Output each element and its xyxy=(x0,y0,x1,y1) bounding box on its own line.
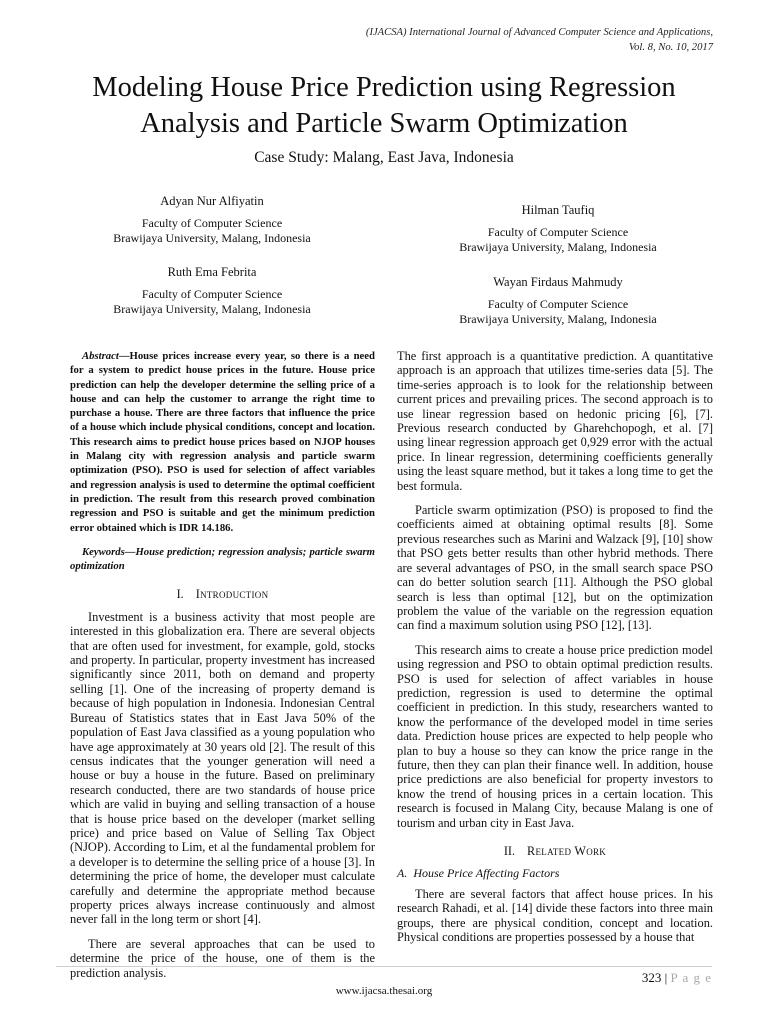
author-block-3 xyxy=(428,202,688,255)
author-name: Hilman Taufiq xyxy=(521,203,595,217)
paragraph: Investment is a business activity that most people are interested in this globalization era. There are several objects that are often used for investment, for example, gold, stocks and property. In particular, property investment has increased significantly since 2011, both on demand and property selling [1]. One of the increasing of property demand is because of high population in Indonesia. Indonesian Central Bureau of Statistics states that in East Java 50% of the population of East Java classified as a young population who have age approximately at 30 years old [2]. The result of this census indicates that the younger generation will need a house or buy a house in the future. Based on preliminary research conducted, there are two standards of house price which are valid in buying and selling transaction of a house that is house price based on the developer (market selling price) and price based on Value of Selling Tax Object (NJOP). According to Lim, et al the fundamental problem for a developer is to determine the selling price of a house [3]. In determining the price of home, the developer must calculate carefully and determine the appropriate method because property prices always increase continuously and almost never fall in the long term or short [4]. xyxy=(70,609,375,927)
author-name: Ruth Ema Febrita xyxy=(167,265,257,279)
section-title: Introduction xyxy=(195,587,269,602)
author-name: Adyan Nur Alfiyatin xyxy=(160,194,264,208)
subsection-number: A. xyxy=(397,866,408,881)
author-affiliation: Faculty of Computer Science xyxy=(487,225,629,239)
author-block-4 xyxy=(428,274,688,327)
journal-header xyxy=(193,25,713,55)
paragraph: There are several factors that affect house prices. In his research Rahadi, et al. [14] divide these factors into three main groups, there are physical condition, concept and location. Physical conditions are properties possessed by a house that xyxy=(397,886,713,945)
author-affiliation: Brawijaya University, Malang, Indonesia xyxy=(459,312,657,326)
subsection-title: House Price Affecting Factors xyxy=(413,866,560,881)
author-affiliation: Brawijaya University, Malang, Indonesia xyxy=(459,240,657,254)
abstract xyxy=(70,349,375,535)
section-number: I. xyxy=(176,587,184,602)
author-block-2 xyxy=(82,264,342,317)
paragraph: There are several approaches that can be used to determine the price of the house, one of them is the prediction analysis. xyxy=(70,936,375,980)
section-heading-introduction xyxy=(70,587,375,601)
paragraph: This research aims to create a house price prediction model using regression and PSO to obtain optimal prediction results. PSO is used for selection of affect variables in house prediction, regression is used to determine the optimal coefficient in prediction. In this study, researchers wanted to know the performance of the developed model in time series data. Prediction house prices are expected to help people who plan to buy a house so they can know the price range in the future, then they can plan their finance well. In addition, house price predictions are also beneficial for property investors to know the trend of housing prices in a certain location. This research is focused in Malang City, because Malang is one of tourism and urban city in East Java. xyxy=(397,642,713,830)
author-name: Wayan Firdaus Mahmudy xyxy=(493,275,623,289)
keywords: Keywords—House prediction; regression analysis; particle swarm optimization xyxy=(70,545,375,573)
footer-divider xyxy=(56,966,712,967)
section-number: II. xyxy=(503,844,516,858)
author-affiliation: Faculty of Computer Science xyxy=(141,216,283,230)
author-affiliation: Brawijaya University, Malang, Indonesia xyxy=(113,302,311,316)
left-column xyxy=(70,349,375,990)
journal-volume-line: Vol. 8, No. 10, 2017 xyxy=(628,42,713,53)
page-label: P a g e xyxy=(670,970,712,985)
page-number xyxy=(642,970,712,986)
right-column xyxy=(397,349,713,954)
author-affiliation: Faculty of Computer Science xyxy=(141,287,283,301)
author-block-1 xyxy=(82,193,342,246)
page-separator: | xyxy=(664,970,668,985)
paragraph: Particle swarm optimization (PSO) is proposed to find the coefficients aimed at obtaining optimal results [8]. Some previous researches such as Marini and Walzack [9], [10] show that PSO gets better results than other hybrid methods. There are several advantages of PSO, in the small search space PSO can do better solution search [11]. Although the PSO global search is less than optimal [12], but on the optimization problem the value of the variable on the regression equation can find a maximum solution using PSO [12], [13]. xyxy=(397,503,713,633)
abstract-text: —House prices increase every year, so there is a need for a system to predict house prices in the future. House price prediction can help the developer determine the selling price of a house and can help the customer to arrange the right time to purchase a house. There are three factors that influence the price of a house which include physical conditions, concept and location. This research aims to predict house prices based on NJOP houses in Malang city with regression analysis and particle swarm optimization (PSO). PSO is used for selection of affect variables and regression analysis is used to determine the optimal coefficient in prediction. The result from this research proved combination regression and PSO is suitable and get the minimum prediction error obtained which is IDR 14.186. xyxy=(70,350,375,534)
abstract-lead: Abstract xyxy=(82,350,119,362)
subsection-heading xyxy=(397,866,713,880)
section-heading-related-work xyxy=(397,844,713,858)
author-affiliation: Faculty of Computer Science xyxy=(487,297,629,311)
paper-title: Modeling House Price Prediction using Regression Analysis and Particle Swarm Optimization xyxy=(92,72,676,139)
page-number-value: 323 xyxy=(641,970,662,985)
paragraph: The first approach is a quantitative prediction. A quantitative approach is an approach that utilizes time-series data [5]. The time-series approach is to look for the relationship between current prices and prevailing prices. The second approach is to use linear regression based on hedonic pricing [6], [7]. Previous research conducted by Gharehchopogh, et al. [7] using linear regression approach get 0,929 error with the actual price. In linear regression, determining coefficients generally using the least square method, but it takes a long time to get the best formula. xyxy=(397,349,713,493)
journal-name-line: (IJACSA) International Journal of Advanced Computer Science and Applications, xyxy=(365,27,713,38)
section-title: Related Work xyxy=(527,844,607,858)
journal-website: www.ijacsa.thesai.org xyxy=(335,985,433,997)
author-affiliation: Brawijaya University, Malang, Indonesia xyxy=(113,231,311,245)
paper-subtitle: Case Study: Malang, East Java, Indonesia xyxy=(254,149,514,166)
